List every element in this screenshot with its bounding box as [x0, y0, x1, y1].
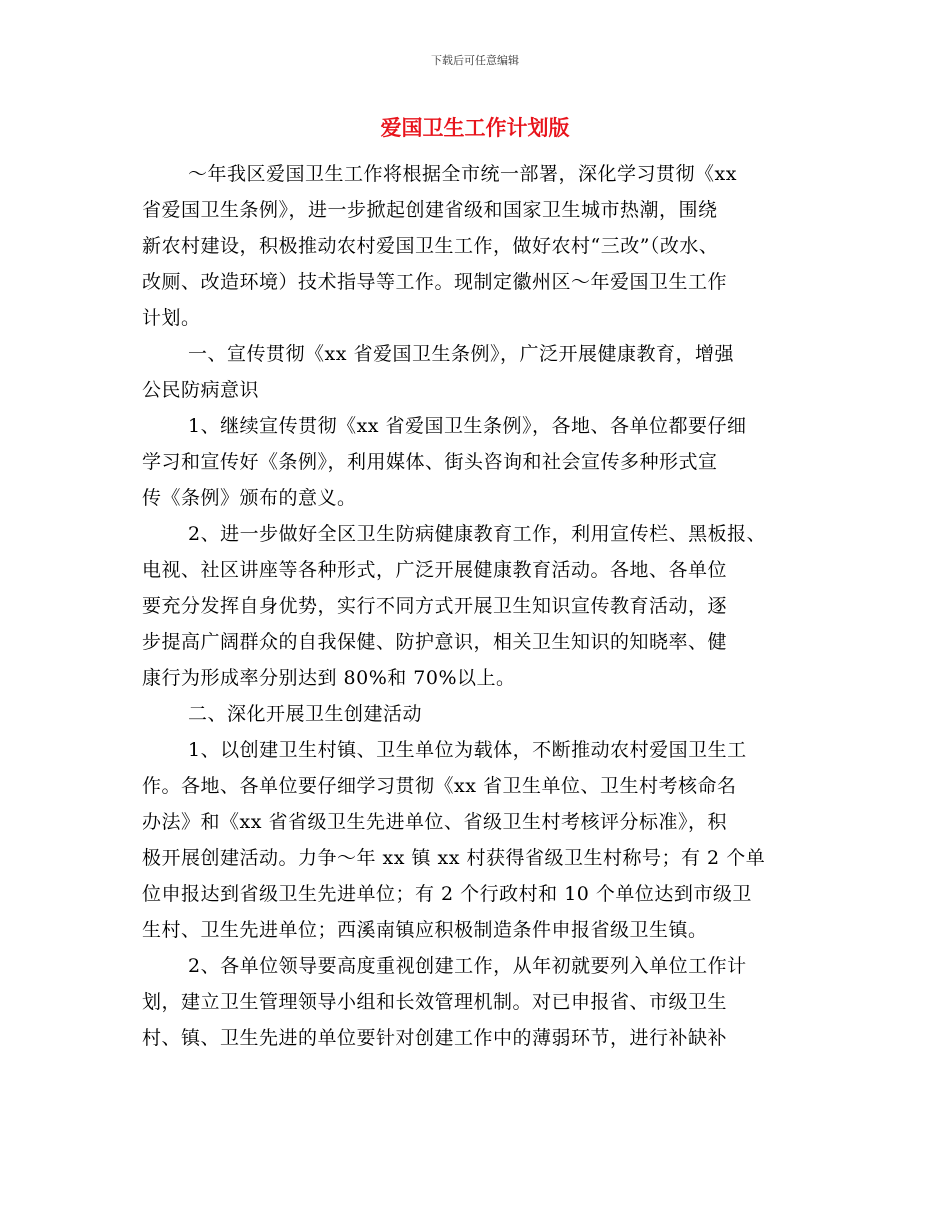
text-line: 极开展创建活动。力争～年 xx 镇 xx 村获得省级卫生村称号；有 2 个单	[142, 847, 766, 869]
text-line: 作。各地、各单位要仔细学习贯彻《xx 省卫生单位、卫生村考核命名	[142, 775, 737, 797]
text-line: ～年我区爱国卫生工作将根据全市统一部署，深化学习贯彻《xx	[188, 163, 737, 185]
document-body	[142, 156, 822, 1056]
text-line: 办法》和《xx 省省级卫生先进单位、省级卫生村考核评分标准》，积	[142, 811, 727, 833]
text-line: 学习和宣传好《条例》，利用媒体、街头咨询和社会宣传多种形式宣	[142, 451, 718, 473]
text-line: 电视、社区讲座等各种形式，广泛开展健康教育活动。各地、各单位	[142, 559, 728, 581]
header-note: 下载后可任意编辑	[431, 54, 519, 67]
text-line: 改厕、改造环境）技术指导等工作。现制定徽州区～年爱国卫生工作	[142, 271, 728, 293]
text-line: 计划。	[142, 307, 201, 329]
text-line: 生村、卫生先进单位；西溪南镇应积极制造条件申报省级卫生镇。	[142, 919, 708, 941]
text-line: 公民防病意识	[142, 379, 260, 401]
text-line: 1、以创建卫生村镇、卫生单位为载体，不断推动农村爱国卫生工	[188, 739, 747, 761]
text-line: 划，建立卫生管理领导小组和长效管理机制。对已申报省、市级卫生	[142, 991, 728, 1013]
text-line: 步提高广阔群众的自我保健、防护意识，相关卫生知识的知晓率、健	[142, 631, 728, 653]
document-title: 爱国卫生工作计划版	[380, 116, 570, 140]
text-line: 省爱国卫生条例》，进一步掀起创建省级和国家卫生城市热潮，围绕	[142, 199, 718, 221]
text-line: 传《条例》颁布的意义。	[142, 487, 357, 509]
text-line: 康行为形成率分别达到 80%和 70%以上。	[142, 667, 516, 689]
text-line: 要充分发挥自身优势，实行不同方式开展卫生知识宣传教育活动，逐	[142, 595, 728, 617]
text-line: 2、进一步做好全区卫生防病健康教育工作，利用宣传栏、黑板报、	[188, 523, 767, 545]
text-line: 2、各单位领导要高度重视创建工作，从年初就要列入单位工作计	[188, 955, 747, 977]
text-line: 一、宣传贯彻《xx 省爱国卫生条例》，广泛开展健康教育，增强	[188, 343, 734, 365]
text-line: 二、深化开展卫生创建活动	[188, 703, 423, 725]
text-line: 1、继续宣传贯彻《xx 省爱国卫生条例》，各地、各单位都要仔细	[188, 415, 747, 437]
text-line: 位申报达到省级卫生先进单位；有 2 个行政村和 10 个单位达到市级卫	[142, 883, 752, 905]
text-line: 村、镇、卫生先进的单位要针对创建工作中的薄弱环节，进行补缺补	[142, 1027, 728, 1049]
text-line: 新农村建设，积极推动农村爱国卫生工作，做好农村“三改”（改水、	[142, 235, 719, 257]
